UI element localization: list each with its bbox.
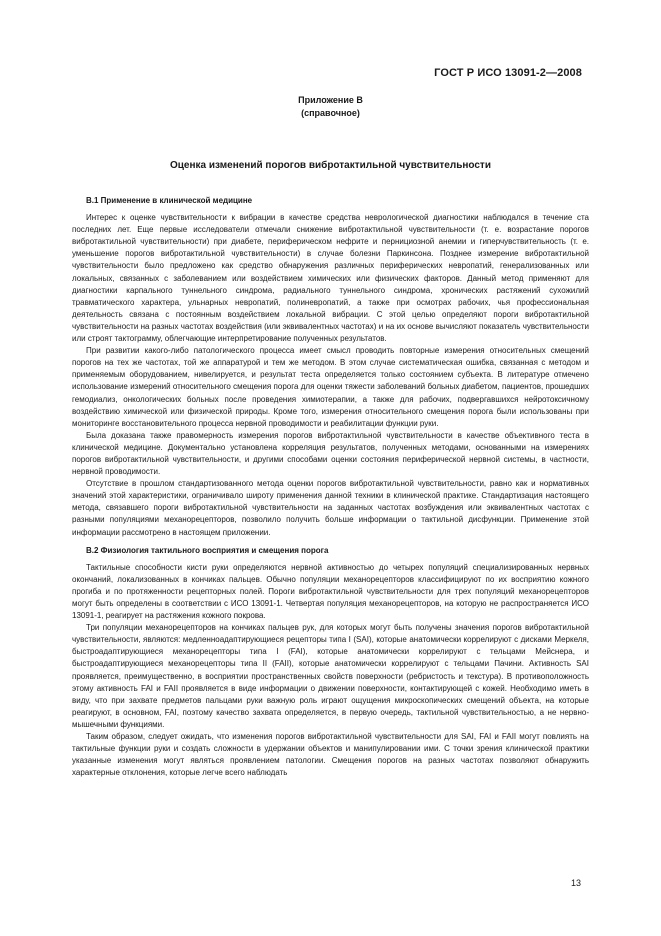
paragraph: Отсутствие в прошлом стандартизованного метода оценки порогов вибротактильной чувствительности, равно как и нормативных значений этой характеристики, ограничивало широту применения данной техники в клинической практике. Стандартизация настоящего метода, связавшего пороги вибротактильной чувствительности на заданных частотах возбуждения или эквивалентных частотах с разными популяциями механорецепторов, позволило получить больше информации о тактильной дисфункции. Применение этой информации рассмотрено в настоящем приложении. [72, 479, 589, 537]
page-title: Оценка изменений порогов вибротактильной чувствительности [170, 160, 491, 171]
paragraph: Была доказана также правомерность измерения порогов вибротактильной чувствительности в качестве объективного теста в клинической медицине. Документально установлена корреляция результатов, полученных методами, основанными на измерениях порогов вибротактильной чувствительности, и другими способами оценки состояния периферической нервной системы, в частности, нервной проводимости. [72, 430, 589, 477]
appendix-title [0, 94, 661, 120]
document-body [72, 195, 589, 779]
standard-id-header: ГОСТ Р ИСО 13091-2—2008 [434, 67, 582, 79]
paragraph: Интерес к оценке чувствительности к вибрации в качестве средства неврологической диагностики наблюдался в течение ста последних лет. Еще первые исследователи отмечали снижение вибротактильной чувствительности (т. е. возрастание порогов вибротактильной чувствительности) при диабете, периферическом нефрите и пернициозной анемии и гиперчувствительность (т. е. уменьшение порогов вибротактильной чувствительности) в случае болезни Паркинсона. Позднее измерение вибротактильной чувствительности было предложено как средство обнаружения различных периферических невропатий, генерализованных или локальных, связанных с заболеванием или воздействием химических или физических факторов. Данный метод применяют для диагностики карпального туннельного синдрома, радиального туннельного синдрома, хронических растяжений сухожилий травматического характера, ульнарных невропатий, полиневропатий, а также при осмотрах рабочих, чья профессиональная деятельность связана с постоянным воздействием локальной вибрации. С этой целью определяют пороги вибротактильной чувствительности на разных частотах воздействия (или эквивалентных частотах) и на их основе вычисляют показатель чувствительности или строят тактограмму, облегчающие интерпретирование полученных результатов. [72, 213, 589, 344]
page-number: 13 [570, 878, 581, 888]
paragraph: Таким образом, следует ожидать, что изменения порогов вибротактильной чувствительности для SAI, FAI и FAII могут повлиять на тактильные функции руки и создать сложности в удержании объектов и манипулировании ими. С точки зрения клинической практики указанные изменения могут являться проявлением патологии. Смещения порогов на разных частотах позволяют обнаружить характерные отклонения, которые легче всего наблюдать [72, 732, 589, 778]
paragraph: Три популяции механорецепторов на кончиках пальцев рук, для которых могут быть получены значения порогов вибротактильной чувствительности, являются: медленноадаптирующиеся рецепторы типа I (SAI), которые анатомически коррелируют с дисками Меркеля, быстроадаптирующиеся механорецепторы типа I (FAI), которые анатомически коррелируют с тельцами Мейснера, и быстроадаптирующиеся механорецепторы типа II (FAII), которые анатомически коррелируют с тельцами Пачини. Активность SAI проявляется, преимущественно, в восприятии пространственных свойств поверхности (ребристость и текстура). В противоположность этому активность FAI и FAII проявляется в виде информации о движении поверхности, контактирующей с кожей. Необходимо иметь в виду, что при захвате предметов пальцами руки важную роль играют ощущения микроскопических смещений объекта, на которые реагируют, в основном, FAI, поэтому качество захвата определяется, в первую очередь, тактильной чувствительностью, а не нервно-мышечными функциями. [72, 623, 589, 729]
section-heading-b1: В.1 Применение в клинической медицине [86, 196, 253, 205]
section-heading-b2: В.2 Физиология тактильного восприятия и смещения порога [86, 545, 329, 555]
paragraph: При развитии какого-либо патологического процесса имеет смысл проводить повторные измерения относительных смещений порогов на тех же частотах, той же аппаратурой и тем же методом. В этом случае систематическая ошибка, связанная с методом и применяемым оборудованием, нивелируется, и результат теста определяется только состоянием субъекта. В литературе отмечено использование измерений относительного смещения порога для оценки тяжести заболеваний больных диабетом, пациентов, прошедших гемодиализ, онкологических больных после проведения химиотерапии, а также для рабочих, подвергавшихся нейротоксичному воздействию химической или физической природы. Кроме того, измерения относительного смещения порога были использованы при мониторинге восстановительного процесса нервной проводимости и реабилитации функции руки. [72, 346, 589, 428]
appendix-status: (справочное) [301, 108, 360, 118]
paragraph: Тактильные способности кисти руки определяются нервной активностью до четырех популяций специализированных нервных окончаний, локализованных в кончиках пальцев. Обычно популяции механорецепторов классифицируют по их восприятию кожного прогиба и по протяженности рецепторных полей. Пороги вибротактильной чувствительности для трех популяций механорецепторов могут быть определены в соответствии с ИСО 13091-1. Четвертая популяция механорецепторов, на которую не распространяется ИСО 13091-1, реагирует на растяжения кожного покрова. [72, 562, 589, 621]
appendix-label: Приложение В [298, 95, 363, 105]
